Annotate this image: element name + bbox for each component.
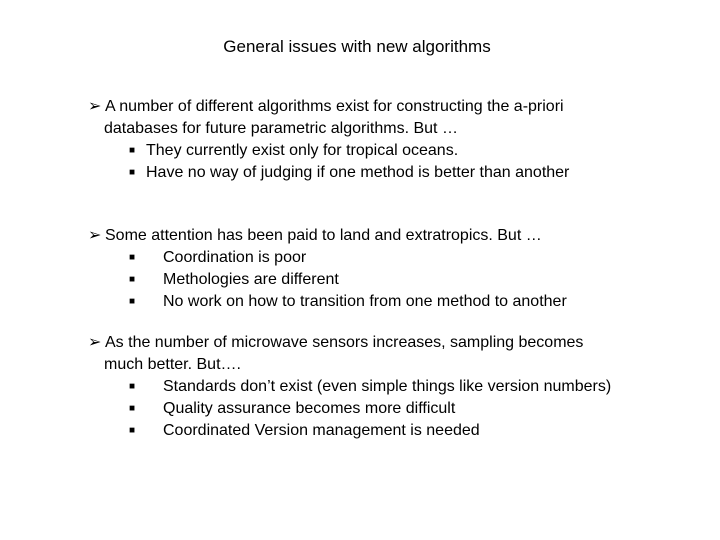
bullet-item [88, 332, 718, 442]
square-bullet-icon: ■ [129, 167, 136, 178]
bullet-line [88, 225, 718, 247]
arrow-bullet-icon: ➢ [88, 334, 102, 351]
bullet-item [88, 96, 718, 184]
sub-bullet-text: Quality assurance becomes more difficult [163, 400, 456, 417]
sub-bullet-text: Coordination is poor [163, 249, 307, 266]
square-bullet-icon: ■ [129, 425, 136, 436]
sub-bullet [88, 162, 718, 184]
square-bullet-icon: ■ [129, 296, 136, 307]
bullet-text: databases for future parametric algorithms. But … [104, 120, 458, 137]
square-bullet-icon: ■ [129, 145, 136, 156]
page-title: General issues with new algorithms [223, 37, 491, 56]
sub-bullet-text: No work on how to transition from one method to another [163, 293, 567, 310]
sub-bullet-text: Have no way of judging if one method is better than another [146, 164, 570, 181]
bullet-line [88, 96, 718, 118]
bullet-text: As the number of microwave sensors increases, sampling becomes [105, 334, 584, 351]
bullet-line-continued [88, 354, 718, 376]
sub-bullet [88, 140, 718, 162]
square-bullet-icon: ■ [129, 381, 136, 392]
bullet-text: A number of different algorithms exist for constructing the a-priori [105, 98, 564, 115]
square-bullet-icon: ■ [129, 252, 136, 263]
square-bullet-icon: ■ [129, 274, 136, 285]
arrow-bullet-icon: ➢ [88, 98, 102, 115]
sub-bullet [88, 398, 718, 420]
bullet-item [88, 225, 718, 313]
sub-bullet [88, 376, 718, 398]
square-bullet-icon: ■ [129, 403, 136, 414]
bullet-text: much better. But…. [104, 356, 241, 373]
sub-bullet [88, 420, 718, 442]
sub-bullet-text: Standards don’t exist (even simple things like version numbers) [163, 378, 612, 395]
sub-bullet-text: Methologies are different [163, 271, 339, 288]
sub-bullet-text: Coordinated Version management is needed [163, 422, 480, 439]
sub-bullet-text: They currently exist only for tropical oceans. [146, 142, 459, 159]
sub-bullet [88, 291, 718, 313]
arrow-bullet-icon: ➢ [88, 227, 102, 244]
bullet-line [88, 332, 718, 354]
sub-bullet [88, 247, 718, 269]
sub-bullet [88, 269, 718, 291]
bullet-text: Some attention has been paid to land and extratropics. But … [105, 227, 542, 244]
bullet-line-continued [88, 118, 718, 140]
